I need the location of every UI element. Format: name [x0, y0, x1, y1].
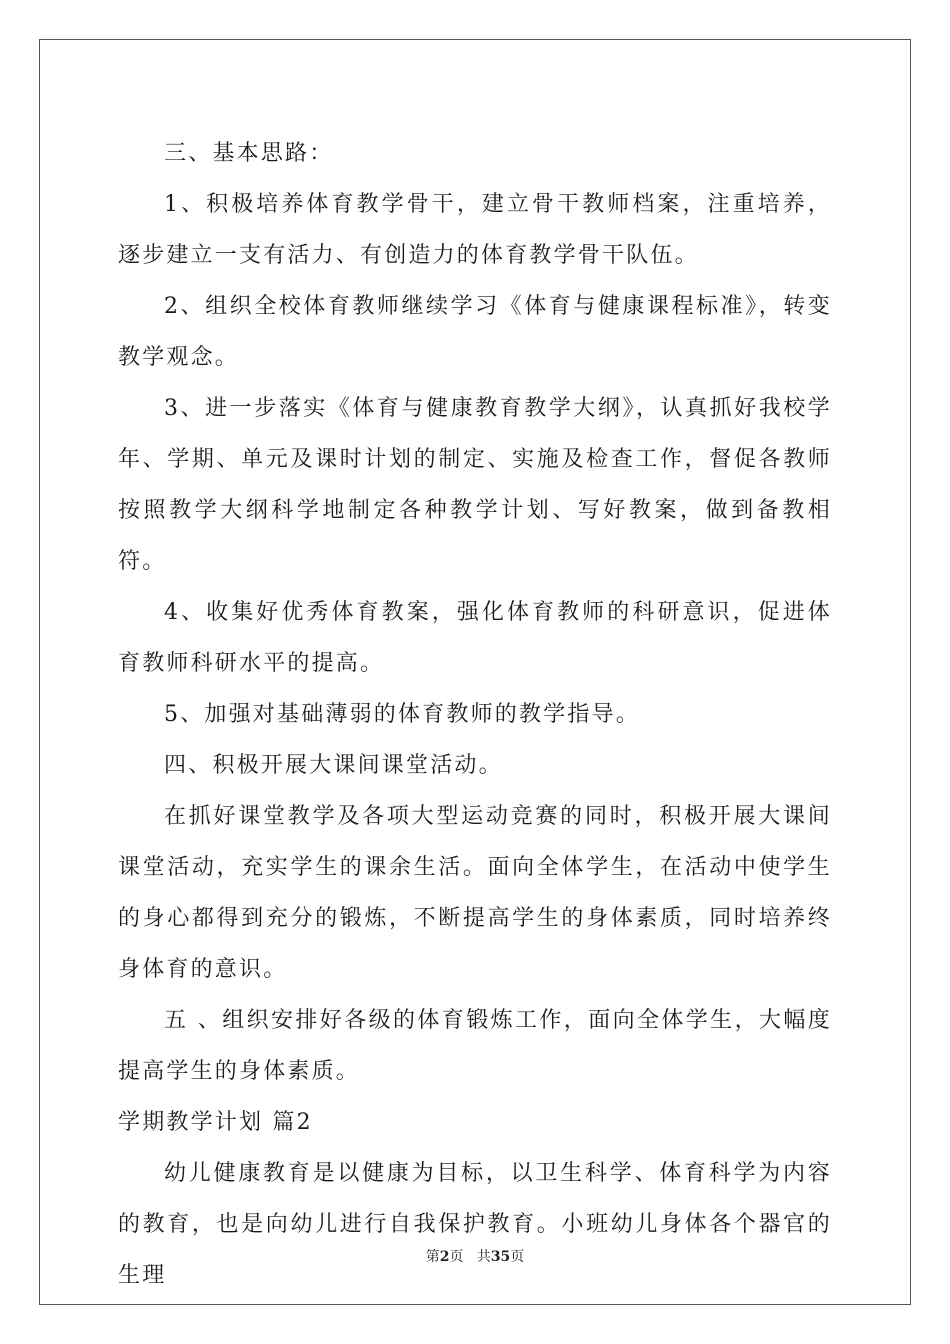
- footer-total-prefix: 共: [476, 1249, 491, 1265]
- paragraph: 五 、组织安排好各级的体育锻炼工作，面向全体学生，大幅度提高学生的身体素质。: [118, 1008, 832, 1084]
- paragraph: 5、加强对基础薄弱的体育教师的教学指导。: [164, 702, 640, 727]
- document-body: [118, 128, 832, 1301]
- paragraph: 幼儿健康教育是以健康为目标，以卫生科学、体育科学为内容的教育，也是向幼儿进行自我保护教育。小班幼儿身体各个器官的生理: [118, 1161, 832, 1288]
- page-footer: [0, 1246, 950, 1266]
- footer-total-pages: 35: [490, 1249, 511, 1265]
- section-heading: 学期教学计划 篇2: [118, 1110, 313, 1135]
- footer-total-suffix: 页: [510, 1249, 525, 1265]
- paragraph: 2、组织全校体育教师继续学习《体育与健康课程标准》，转变教学观念。: [118, 294, 832, 370]
- footer-prefix: 第: [425, 1249, 440, 1265]
- paragraph: 四、积极开展大课间课堂活动。: [164, 753, 503, 778]
- footer-page-suffix: 页: [449, 1249, 464, 1265]
- paragraph: 1、积极培养体育教学骨干，建立骨干教师档案，注重培养，逐步建立一支有活力、有创造力的体育教学骨干队伍。: [118, 192, 832, 268]
- paragraph: 三、基本思路：: [164, 141, 334, 166]
- paragraph: 4、收集好优秀体育教案，强化体育教师的科研意识，促进体育教师科研水平的提高。: [118, 600, 832, 676]
- paragraph: 3、进一步落实《体育与健康教育教学大纲》，认真抓好我校学年、学期、单元及课时计划的制定、实施及检查工作，督促各教师按照教学大纲科学地制定各种教学计划、写好教案，做到备教相符。: [118, 396, 832, 574]
- paragraph: 在抓好课堂教学及各项大型运动竞赛的同时，积极开展大课间课堂活动，充实学生的课余生活。面向全体学生，在活动中使学生的身心都得到充分的锻炼，不断提高学生的身体素质，同时培养终身体育的意识。: [118, 804, 832, 982]
- footer-page-number: 2: [439, 1249, 450, 1265]
